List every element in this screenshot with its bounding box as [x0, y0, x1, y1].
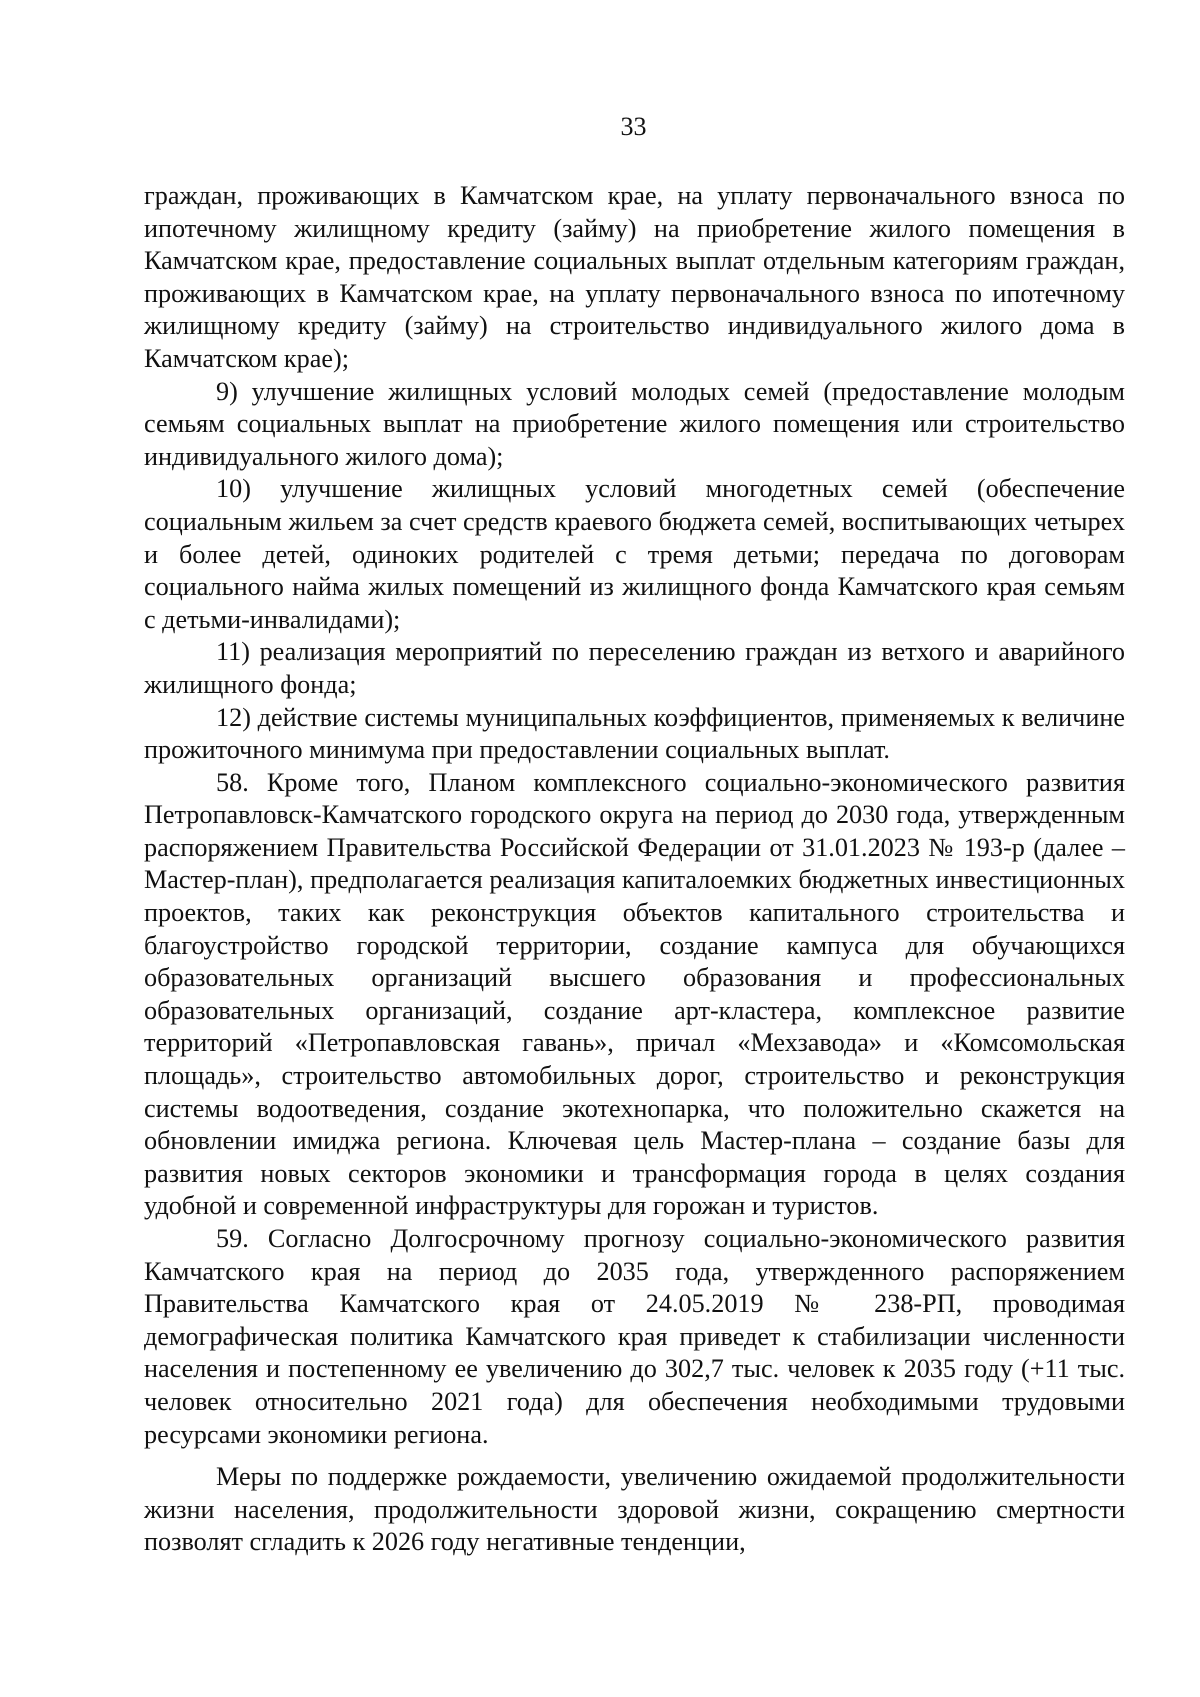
list-item-9: 9) улучшение жилищных условий молодых семей (предоставление молодым семьям социальных выплат на приобретение жилого помещения или строительство индивидуального жилого дома); [144, 376, 1125, 471]
document-body [144, 180, 1125, 1559]
paragraph-measures: Меры по поддержке рождаемости, увеличению ожидаемой продолжительности жизни населения, продолжительности здоровой жизни, сокращению смертности позволят сгладить к 2026 году негативные тенденции, [144, 1462, 1125, 1557]
page-number: 33 [620, 112, 647, 141]
paragraph-58: 58. Кроме того, Планом комплексного социально-экономического развития Петропавловск-Камчатского городского округа на период до 2030 года, утвержденным распоряжением Правительства Российской Федерации от 31.01.2023 № 193-р (далее – Мастер-план), предполагается реализация капиталоемких бюджетных инвестиционных проектов, таких как реконструкция объектов капитального строительства и благоустройство городской территории, создание кампуса для обучающихся образовательных организаций высшего образования и профессиональных образовательных организаций, создание арт-кластера, комплексное развитие территорий «Петропавловская гавань», причал «Мехзавода» и «Комсомольская площадь», строительство автомобильных дорог, строительство и реконструкция системы водоотведения, создание экотехнопарка, что положительно скажется на обновлении имиджа региона. Ключевая цель Мастер-плана – создание базы для развития новых секторов экономики и трансформация города в целях создания удобной и современной инфраструктуры для горожан и туристов. [144, 767, 1125, 1221]
paragraph-59: 59. Согласно Долгосрочному прогнозу социально-экономического развития Камчатского края на период до 2035 года, утвержденного распоряжением Правительства Камчатского края от 24.05.2019 № 238-РП, проводимая демографическая политика Камчатского края приведет к стабилизации численности населения и постепенному ее увеличению до 302,7 тыс. человек к 2035 году (+11 тыс. человек относительно 2021 года) для обеспечения необходимыми трудовыми ресурсами экономики региона. [144, 1224, 1125, 1449]
paragraph-continuation: граждан, проживающих в Камчатском крае, на уплату первоначального взноса по ипотечному жилищному кредиту (займу) на приобретение жилого помещения в Камчатском крае, предоставление социальных выплат отдельным категориям граждан, проживающих в Камчатском крае, на уплату первоначального взноса по ипотечному жилищному кредиту (займу) на строительство индивидуального жилого дома в Камчатском крае); [144, 181, 1125, 373]
list-item-12: 12) действие системы муниципальных коэффициентов, применяемых к величине прожиточного минимума при предоставлении социальных выплат. [144, 702, 1125, 765]
list-item-11: 11) реализация мероприятий по переселению граждан из ветхого и аварийного жилищного фонда; [144, 637, 1125, 699]
list-item-10: 10) улучшение жилищных условий многодетных семей (обеспечение социальным жильем за счет средств краевого бюджета семей, воспитывающих четырех и более детей, одиноких родителей с тремя детьми; передача по договорам социального найма жилых помещений из жилищного фонда Камчатского края семьям с детьми-инвалидами); [144, 474, 1125, 634]
